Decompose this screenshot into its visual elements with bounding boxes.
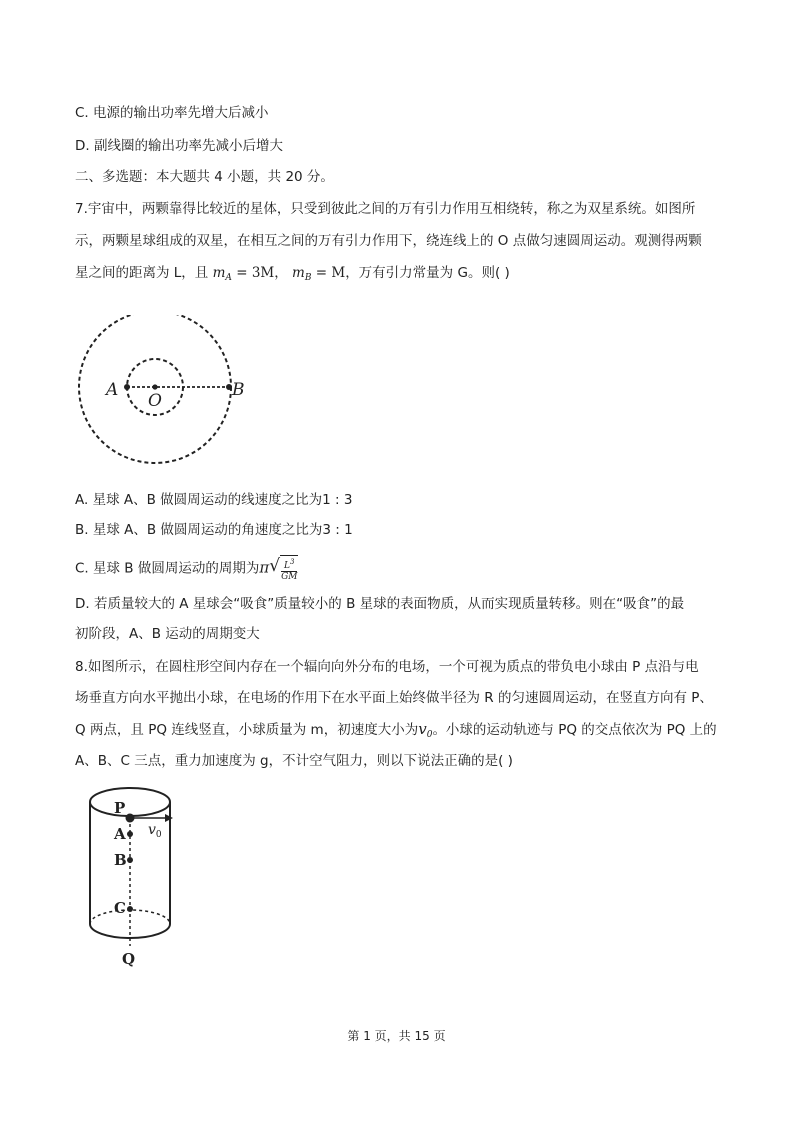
label-b: B (232, 380, 245, 400)
pi-symbol: π (259, 558, 270, 577)
label-a: A (106, 380, 119, 400)
q7-option-d-line-2: 初阶段，A、B 运动的周期变大 (75, 626, 260, 642)
label-q: Q (122, 950, 136, 968)
point-b-dot (127, 857, 133, 863)
q8-line-1: 8.如图所示，在圆柱形空间内存在一个辐向向外分布的电场，一个可视为质点的带负电小球由 P 点沿与电 (75, 659, 699, 675)
q7-option-d-line-1: D. 若质量较大的 A 星球会“吸食”质量较小的 B 星球的表面物质，从而实现质量转移。则在“吸食”的最 (75, 596, 685, 612)
q7-option-c (75, 555, 298, 582)
cylinder-figure (80, 780, 210, 970)
center-o-dot (152, 384, 157, 389)
q7-option-c-text: C. 星球 B 做圆周运动的周期为 (75, 560, 260, 577)
point-a-dot (127, 831, 133, 837)
q7-line-3 (75, 264, 510, 287)
initial-velocity-symbol: $v_0$ (418, 720, 433, 740)
q7-mass-a: $m_A = 3M$， (212, 265, 288, 283)
label-v0: $v_0$ (148, 822, 162, 840)
q7-option-b: B. 星球 A、B 做圆周运动的角速度之比为3 : 1 (75, 522, 353, 538)
q8-line-3-text-b: 。小球的运动轨迹与 PQ 的交点依次为 PQ 上的 (432, 722, 717, 738)
q7-line-1: 7.宇宙中，两颗靠得比较近的星体，只受到彼此之间的万有引力作用互相绕转，称之为双星系统。如图所 (75, 201, 696, 217)
fraction: $\frac{L^3}{GM}$ (281, 558, 298, 582)
page-footer: 第 1 页，共 15 页 (347, 1029, 446, 1043)
label-o: O (148, 391, 162, 411)
label-p: P (114, 799, 126, 817)
q8-line-2: 场垂直方向水平抛出小球，在电场的作用下在水平面上始终做半径为 R 的匀速圆周运动，在竖直方向有 P、 (75, 690, 713, 706)
option-d-prev: D. 副线圈的输出功率先减小后增大 (75, 138, 283, 154)
q7-line-3-text-a: 星之间的距离为 L，且 (75, 265, 209, 281)
q7-mass-b: $m_B = M$ (292, 265, 346, 283)
binary-star-figure (75, 315, 275, 475)
q8-line-4: A、B、C 三点，重力加速度为 g，不计空气阻力，则以下说法正确的是( ) (75, 753, 513, 769)
section-heading: 二、多选题：本大题共 4 小题，共 20 分。 (75, 169, 334, 185)
q8-line-3 (75, 720, 717, 744)
point-c-dot (127, 906, 133, 912)
label-c: C (114, 899, 126, 917)
q7-line-2: 示，两颗星球组成的双星，在相互之间的万有引力作用下，绕连线上的 O 点做匀速圆周运动。观测得两颗 (75, 233, 702, 249)
q7-line-3-text-b: ，万有引力常量为 G。则( ) (345, 265, 510, 281)
cylinder-top (90, 788, 170, 816)
label-b: B (114, 851, 127, 869)
option-c-prev: C. 电源的输出功率先增大后减小 (75, 105, 269, 121)
ball-at-p (126, 814, 135, 823)
star-a-dot (124, 384, 130, 390)
q7-option-a: A. 星球 A、B 做圆周运动的线速度之比为1 : 3 (75, 492, 353, 508)
sqrt-expression: √ $\frac{L^3}{GM}$ (269, 556, 298, 582)
q8-line-3-text-a: Q 两点，且 PQ 连线竖直，小球质量为 m，初速度大小为 (75, 722, 419, 738)
label-a: A (114, 825, 126, 843)
